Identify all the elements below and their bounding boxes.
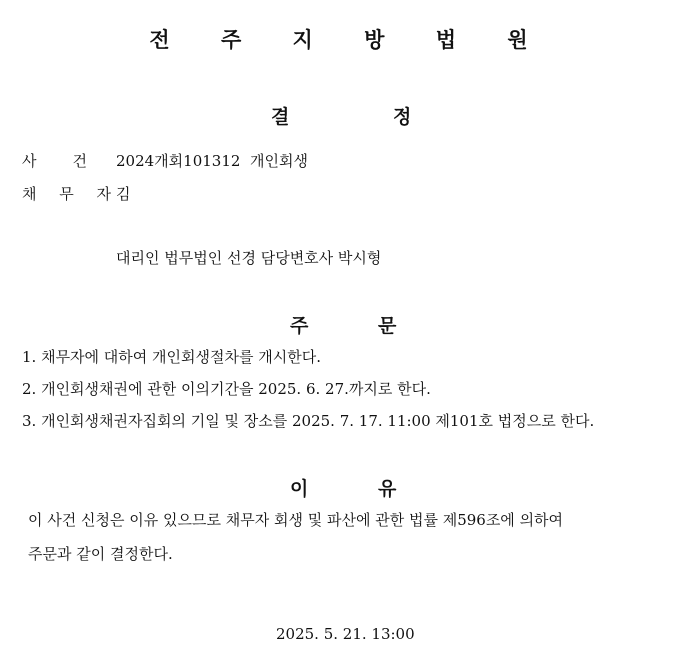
order-item-1: 1. 채무자에 대하여 개인회생절차를 개시한다. [22, 348, 321, 366]
reason-heading-right: 유 [378, 478, 397, 500]
reason-line-1: 이 사건 신청은 이유 있으므로 채무자 회생 및 파산에 관한 법률 제596조에 의하여 [28, 511, 564, 529]
order-heading-right: 문 [378, 315, 397, 337]
order-item-3: 3. 개인회생채권자집회의 기일 및 장소를 2025. 7. 17. 11:00 제101호 법정으로 한다. [22, 412, 595, 430]
reason-line-2: 주문과 같이 결정한다. [28, 545, 173, 563]
decision-heading-right: 정 [393, 106, 412, 128]
case-type: 개인회생 [250, 152, 308, 170]
debtor-label: 채 무 자 [22, 185, 121, 203]
debtor-name: 김 [116, 185, 131, 203]
decision-heading-left: 결 [271, 106, 290, 128]
case-number: 2024개회101312 [116, 152, 241, 170]
order-heading-left: 주 [290, 315, 309, 337]
decision-date: 2025. 5. 21. 13:00 [276, 625, 415, 643]
agent-line: 대리인 법무법인 선경 담당변호사 박시형 [116, 249, 382, 267]
case-label: 사 건 [22, 152, 87, 170]
court-name: 전 주 지 방 법 원 [149, 28, 550, 52]
reason-heading-left: 이 [290, 478, 309, 500]
order-item-2: 2. 개인회생채권에 관한 이의기간을 2025. 6. 27.까지로 한다. [22, 380, 431, 398]
